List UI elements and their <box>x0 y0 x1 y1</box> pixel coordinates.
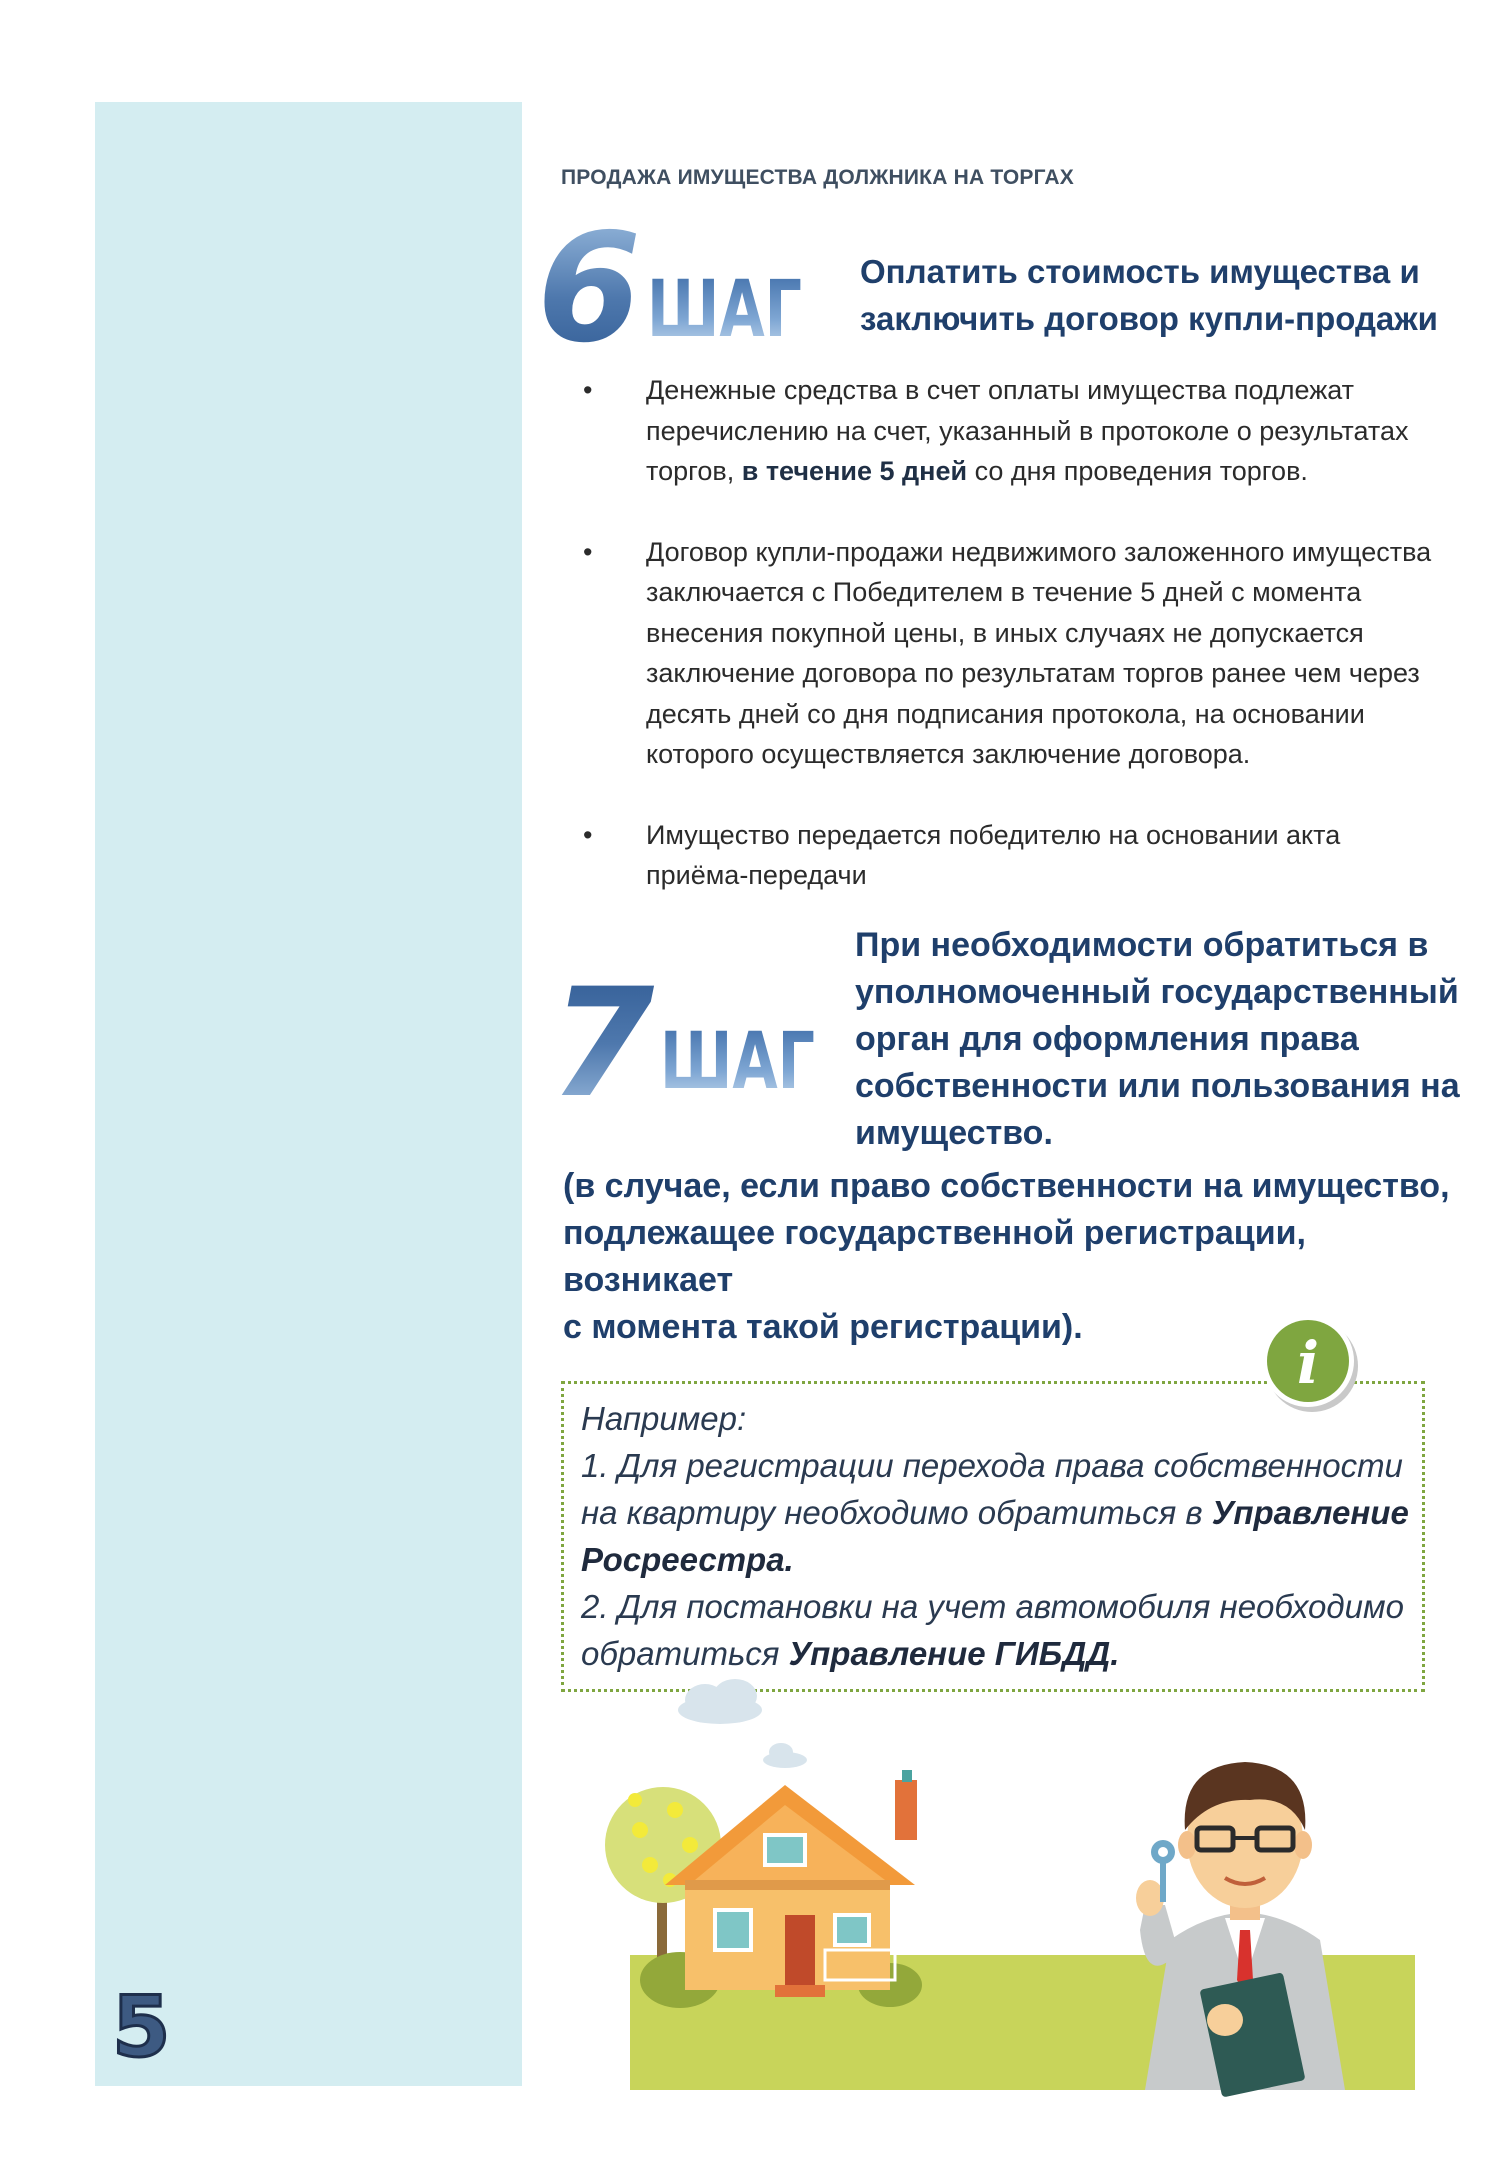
bullet-marker: • <box>583 375 593 405</box>
example-emphasis: Управление ГИБДД. <box>788 1635 1120 1672</box>
ear <box>1178 1831 1196 1859</box>
bullet-transfer <box>583 815 1463 896</box>
bullet-contract <box>583 532 1463 775</box>
cloud-icon <box>678 1679 762 1724</box>
info-icon-glyph: i <box>1296 1329 1320 1397</box>
example-line-text: обратиться <box>581 1635 789 1672</box>
example-line: 2. Для постановки на учет автомобиля необходимо <box>581 1588 1404 1625</box>
bullet-marker: • <box>583 536 593 567</box>
bullet-line: приёма-передачи <box>646 860 867 890</box>
step7-title-line: уполномоченный государственный <box>855 973 1459 1011</box>
step7-note-line: с момента такой регистрации). <box>563 1308 1083 1346</box>
bullet-line: Имущество передается победителю на основании акта <box>646 819 1341 850</box>
bullet-line: внесения покупной цены, в иных случаях не допускается <box>646 617 1364 648</box>
hand <box>1207 2004 1243 2036</box>
bullet-line: заключается с Победителем в течение 5 дней с момента <box>646 577 1362 607</box>
ear <box>1294 1831 1312 1859</box>
example-line <box>581 1489 1431 1536</box>
step7-title-line: собственности или пользования на <box>855 1067 1460 1105</box>
bullet-line: торгов, <box>646 456 742 486</box>
step6-title-line: Оплатить стоимость имущества и <box>860 253 1420 290</box>
bullet-emphasis: в течение 5 дней <box>741 456 968 486</box>
chimney <box>895 1780 917 1840</box>
step7-title-line: При необходимости обратиться в <box>855 926 1429 964</box>
example-line-text: на квартиру необходимо обратиться в <box>581 1494 1212 1531</box>
example-line <box>581 1536 1431 1583</box>
step6-title-line: заключить договор купли-продажи <box>860 300 1438 337</box>
step7-title-line: орган для оформления права <box>855 1020 1359 1058</box>
step7-note-line: (в случае, если право собственности на имущество, <box>563 1167 1450 1205</box>
bullet-line: Денежные средства в счет оплаты имущества подлежат <box>646 375 1355 405</box>
example-heading: Например: <box>581 1400 747 1437</box>
sidebar-panel <box>95 102 522 2086</box>
bullet-line: перечислению на счет, указанный в протоколе о результатах <box>646 415 1409 446</box>
step7-word: ШАГ <box>660 1017 815 1107</box>
step7-title-line: имущество. <box>855 1114 1053 1152</box>
bullet-line: которого осуществляется заключение договора. <box>646 739 1251 769</box>
example-line: 1. Для регистрации перехода права собственности <box>581 1447 1403 1484</box>
window <box>715 1910 751 1950</box>
agent-figure <box>1136 1762 1345 2098</box>
bullet-line: десять дней со дня подписания протокола, на основании <box>646 698 1365 729</box>
step6-number: 6 <box>537 202 642 376</box>
example-line <box>581 1630 1431 1677</box>
step7-badge <box>548 957 823 1131</box>
step7-number: 7 <box>550 957 655 1131</box>
example-text <box>581 1395 1431 1677</box>
step6-badge <box>535 202 810 376</box>
step6-word: ШАГ <box>647 265 802 355</box>
house-and-agent-illustration <box>585 1680 1415 2090</box>
step7-note-line: подлежащее государственной регистрации, возникает <box>563 1214 1306 1299</box>
bullet-marker: • <box>583 819 593 850</box>
chimney-cap <box>902 1770 912 1782</box>
door <box>785 1915 815 1985</box>
bullet-line: Договор купли-продажи недвижимого заложенного имущества <box>646 536 1432 567</box>
page-number: 5 <box>112 1978 171 2076</box>
example-emphasis: Росреестра. <box>581 1541 794 1578</box>
step6-bullet-list <box>583 370 1463 936</box>
bullet-line: заключение договора по результатам торгов ранее чем через <box>646 658 1420 688</box>
step7-title <box>855 922 1460 1157</box>
hand <box>1136 1880 1164 1916</box>
bullet-line: со дня проведения торгов. <box>967 456 1308 486</box>
example-emphasis: Управление <box>1211 1494 1409 1531</box>
attic-window <box>765 1835 805 1865</box>
step6-title <box>860 248 1438 342</box>
porch-steps <box>775 1985 825 1997</box>
window <box>835 1915 869 1945</box>
bullet-payment <box>583 370 1463 492</box>
document-header: ПРОДАЖА ИМУЩЕСТВА ДОЛЖНИКА НА ТОРГАХ <box>561 166 1074 189</box>
cloud-icon <box>763 1743 807 1768</box>
